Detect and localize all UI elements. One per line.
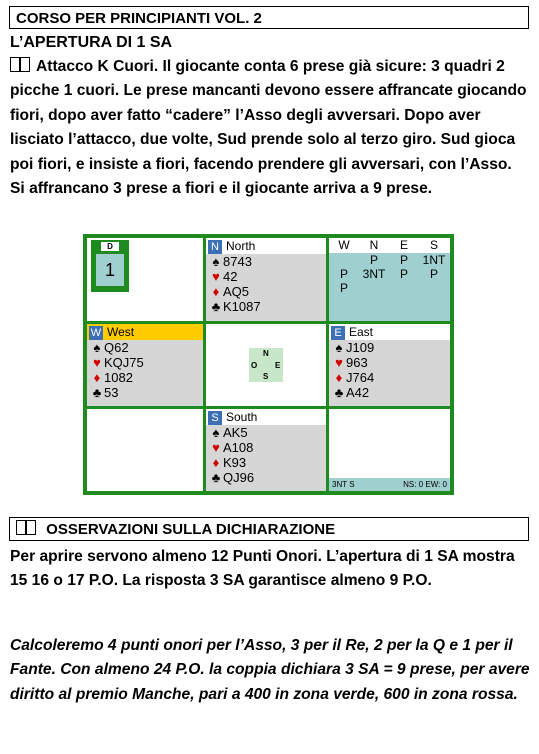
heart-icon: ♥ (93, 355, 101, 370)
east-seat-badge: E (331, 326, 345, 340)
bridge-deal-diagram (83, 234, 454, 495)
compass-o: O (251, 361, 258, 370)
observations-title: OSSERVAZIONI SULLA DICHIARAZIONE (9, 517, 529, 541)
diamond-icon: ♦ (93, 370, 101, 385)
east-spades: J109 (346, 340, 375, 355)
points-paragraph: Calcoleremo 4 punti onori per l’Asso, 3 per il Re, 2 per la Q e 1 per il Fante. Con almeno 24 P.O. la coppia dichiara 3 SA = 9 prese, per avere diritto al premio Manche, pari a 400 in zona verde, 600 in zona rossa. (10, 637, 530, 703)
board-number-frame (91, 240, 129, 292)
auction-row: P (339, 281, 348, 295)
north-hand (206, 238, 326, 321)
book-icon (10, 57, 30, 72)
east-name: East (349, 325, 374, 339)
auction-row: P 3NT P P (339, 267, 438, 281)
east-hand (329, 324, 450, 406)
result-bar (329, 478, 450, 491)
auction-header-e: E (399, 238, 408, 252)
west-clubs: 53 (104, 385, 119, 400)
south-hearts: A108 (223, 440, 254, 455)
compass (249, 348, 283, 382)
spade-icon: ♠ (212, 254, 220, 269)
north-clubs: K1087 (223, 299, 261, 314)
heart-icon: ♥ (335, 355, 343, 370)
empty-cell (87, 409, 203, 491)
south-hand (206, 409, 326, 491)
heart-icon: ♥ (212, 269, 220, 284)
spade-icon: ♠ (212, 425, 220, 440)
auction-row: P P 1NT (369, 253, 446, 267)
club-icon: ♣ (92, 385, 102, 400)
west-name: West (107, 325, 135, 339)
spade-icon: ♠ (93, 340, 101, 355)
east-hearts: 963 (346, 355, 368, 370)
contract-label: 3NT S (332, 480, 355, 489)
south-clubs: QJ96 (223, 470, 255, 485)
intro-text: Attacco K Cuori. Il giocante conta 6 prese già sicure: 3 quadri 2 picche 1 cuori. Le prese mancanti devono essere affrancate giocando fiori, dopo aver fatto “cadere” l’Asso degli avversari. Dopo aver lisciato l’attacco, due volte, Sud prende solo al terzo giro. Sud gioca poi fiori, e insiste a fiori, facendo prendere gli avversari, con l’Asso. Si affrancano 3 prese a fiori e il giocante arriva a 9 prese. (10, 58, 527, 198)
east-clubs: A42 (346, 385, 370, 400)
table-center (206, 324, 326, 406)
compass-e: E (275, 361, 281, 370)
south-spades: AK5 (223, 425, 248, 440)
section-title: CORSO PER PRINCIPIANTI VOL. 2 (9, 6, 529, 29)
lesson-subtitle: L’APERTURA DI 1 SA (10, 34, 173, 51)
diamond-icon: ♦ (212, 284, 220, 299)
south-name: South (226, 410, 258, 424)
diamond-icon: ♦ (335, 370, 343, 385)
north-spades: 8743 (223, 254, 252, 269)
heart-icon: ♥ (212, 440, 220, 455)
east-diamonds: J764 (346, 370, 375, 385)
auction-header-n: N (369, 238, 379, 252)
result-cell (329, 409, 450, 491)
west-seat-badge: W (90, 327, 102, 339)
observations-paragraph: Per aprire servono almeno 12 Punti Onori. L’apertura di 1 SA mostra 15 16 o 17 P.O. La risposta 3 SA garantisce almeno 9 P.O. (10, 548, 515, 590)
club-icon: ♣ (334, 385, 344, 400)
board-info-cell (87, 238, 203, 321)
north-seat-badge: N (208, 240, 222, 254)
south-seat-badge: S (208, 411, 222, 425)
board-number: 1 (96, 254, 124, 286)
dealer-label: D (101, 242, 119, 251)
south-diamonds: K93 (223, 455, 247, 470)
book-icon (16, 520, 36, 535)
auction-header-s: S (429, 238, 438, 252)
club-icon: ♣ (211, 299, 221, 314)
spade-icon: ♠ (335, 340, 343, 355)
score-label: NS: 0 EW: 0 (403, 480, 447, 489)
west-spades: Q62 (104, 340, 129, 355)
intro-paragraph (10, 55, 530, 201)
north-diamonds: AQ5 (223, 284, 250, 299)
west-hand (87, 324, 203, 406)
north-hearts: 42 (223, 269, 238, 284)
west-hearts: KQJ75 (104, 355, 144, 370)
auction-header-w: W (338, 238, 350, 252)
compass-n: N (263, 349, 269, 358)
auction-table (329, 238, 450, 321)
west-diamonds: 1082 (104, 370, 133, 385)
north-name: North (226, 239, 256, 253)
club-icon: ♣ (211, 470, 221, 485)
compass-s: S (263, 372, 269, 381)
diamond-icon: ♦ (212, 455, 220, 470)
